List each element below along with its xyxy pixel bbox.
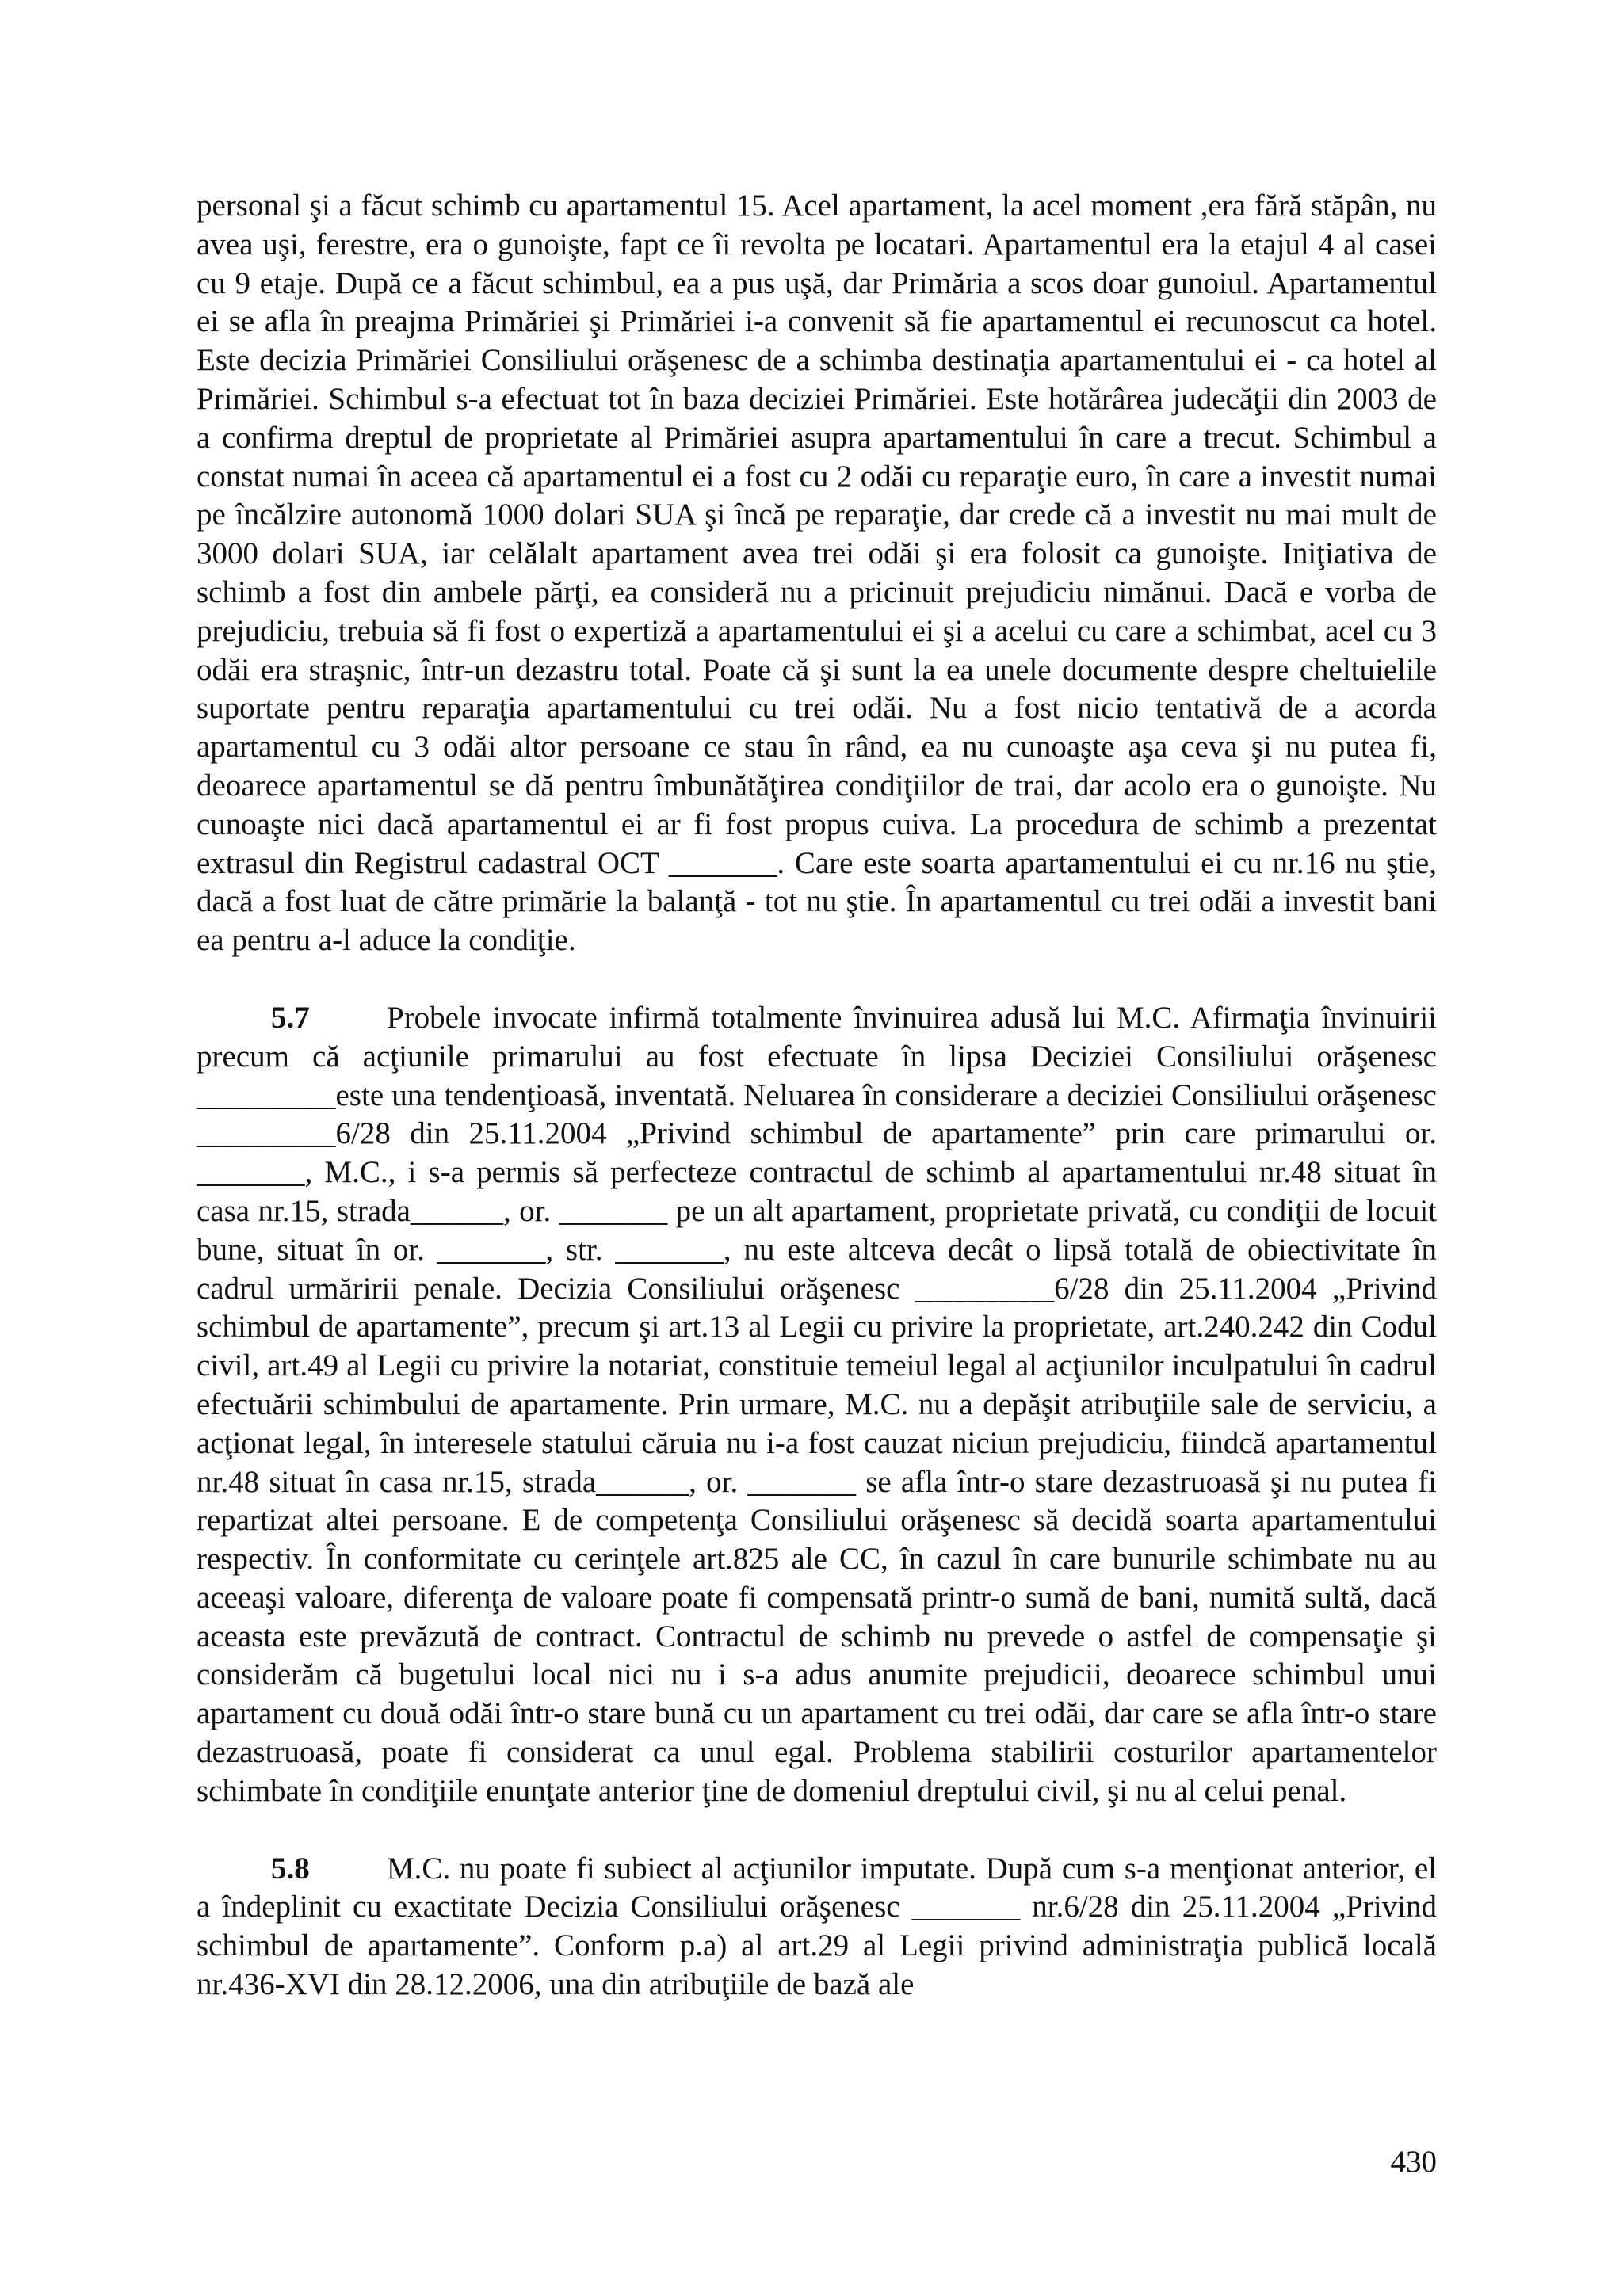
section-text: M.C. nu poate fi subiect al acţiunilor imputate. După cum s-a menţionat anterior, el a îndeplinit cu exactitate Decizia Consiliului orăşenesc _______ nr.6/28 din 25.11.2004 „Privind schimbul de apartamente”. Conform p.a) al art.29 al Legii privind administraţia publică locală nr.436-XVI din 28.12.2006, una din atribuţiile de bază ale: [197, 1851, 1437, 2002]
paragraph-gap: [197, 1811, 1437, 1850]
page-number: 430: [1390, 2145, 1437, 2179]
section-number: 5.8: [271, 1851, 310, 1886]
section-5-8: [197, 1850, 1437, 2004]
document-body: [197, 187, 1437, 2004]
section-text: Probele invocate infirmă totalmente învinuirea adusă lui M.C. Afirmaţia învinuirii precum că acţiunile primarului au fost efectuate în lipsa Deciziei Consiliului orăşenesc _________este una tendenţioasă, inventată. Neluarea în considerare a deciziei Consiliului orăşenesc _________6/28 din 25.11.2004 „Privind schimbul de apartamente” prin care primarului or. _______, M.C., i s-a permis să perfecteze contractul de schimb al apartamentului nr.48 situat în casa nr.15, strada______, or. _______ pe un alt apartament, proprietate privată, cu condiţii de locuit bune, situat în or. _______, str. _______, nu este altceva decât o lipsă totală de obiectivitate în cadrul urmăririi penale. Decizia Consiliului orăşenesc _________6/28 din 25.11.2004 „Privind schimbul de apartamente”, precum şi art.13 al Legii cu privire la proprietate, art.240.242 din Codul civil, art.49 al Legii cu privire la notariat, constituie temeiul legal al acţiunilor inculpatului în cadrul efectuării schimbului de apartamente. Prin urmare, M.C. nu a depăşit atribuţiile sale de serviciu, a acţionat legal, în interesele statului căruia nu i-a fost cauzat niciun prejudiciu, fiindcă apartamentul nr.48 situat în casa nr.15, strada______, or. _______ se afla într-o stare dezastruoasă şi nu putea fi repartizat altei persoane. E de competenţa Consiliului orăşenesc să decidă soarta apartamentului respectiv. În conformitate cu cerinţele art.825 ale CC, în cazul în care bunurile schimbate nu au aceeaşi valoare, diferenţa de valoare poate fi compensată printr-o sumă de bani, numită sultă, dacă aceasta este prevăzută de contract. Contractul de schimb nu prevede o astfel de compensaţie şi considerăm că bugetului local nici nu i s-a adus anumite prejudicii, deoarece schimbul unui apartament cu două odăi într-o stare bună cu un apartament cu trei odăi, dar care se afla într-o stare dezastruoasă, poate fi considerat ca unul egal. Problema stabilirii costurilor apartamentelor schimbate în condiţiile enunţate anterior ţine de domeniul dreptului civil, şi nu al celui penal.: [197, 1000, 1437, 1808]
paragraph-gap: [197, 960, 1437, 999]
section-5-7: [197, 999, 1437, 1811]
section-number: 5.7: [271, 1000, 310, 1035]
paragraph-intro: personal şi a făcut schimb cu apartamentul 15. Acel apartament, la acel moment ,era fără stăpân, nu avea uşi, ferestre, era o gunoişte, fapt ce îi revolta pe locatari. Apartamentul era la etajul 4 al casei cu 9 etaje. După ce a făcut schimbul, ea a pus uşă, dar Primăria a scos doar gunoiul. Apartamentul ei se afla în preajma Primăriei şi Primăriei i-a convenit să fie apartamentul ei recunoscut ca hotel. Este decizia Primăriei Consiliului orăşenesc de a schimba destinaţia apartamentului ei - ca hotel al Primăriei. Schimbul s-a efectuat tot în baza deciziei Primăriei. Este hotărârea judecăţii din 2003 de a confirma dreptul de proprietate al Primăriei asupra apartamentului în care a trecut. Schimbul a constat numai în aceea că apartamentul ei a fost cu 2 odăi cu reparaţie euro, în care a investit numai pe încălzire autonomă 1000 dolari SUA şi încă pe reparaţie, dar crede că a investit nu mai mult de 3000 dolari SUA, iar celălalt apartament avea trei odăi şi era folosit ca gunoişte. Iniţiativa de schimb a fost din ambele părţi, ea consideră nu a pricinuit prejudiciu nimănui. Dacă e vorba de prejudiciu, trebuia să fi fost o expertiză a apartamentului ei şi a acelui cu care a schimbat, acel cu 3 odăi era straşnic, într-un dezastru total. Poate că şi sunt la ea unele documente despre cheltuielile suportate pentru reparaţia apartamentului cu trei odăi. Nu a fost nicio tentativă de a acorda apartamentul cu 3 odăi altor persoane ce stau în rând, ea nu cunoaşte aşa ceva şi nu putea fi, deoarece apartamentul se dă pentru îmbunătăţirea condiţiilor de trai, dar acolo era o gunoişte. Nu cunoaşte nici dacă apartamentul ei ar fi fost propus cuiva. La procedura de schimb a prezentat extrasul din Registrul cadastral OCT _______. Care este soarta apartamentului ei cu nr.16 nu ştie, dacă a fost luat de către primărie la balanţă - tot nu ştie. În apartamentul cu trei odăi a investit bani ea pentru a-l aduce la condiţie.: [197, 189, 1437, 958]
